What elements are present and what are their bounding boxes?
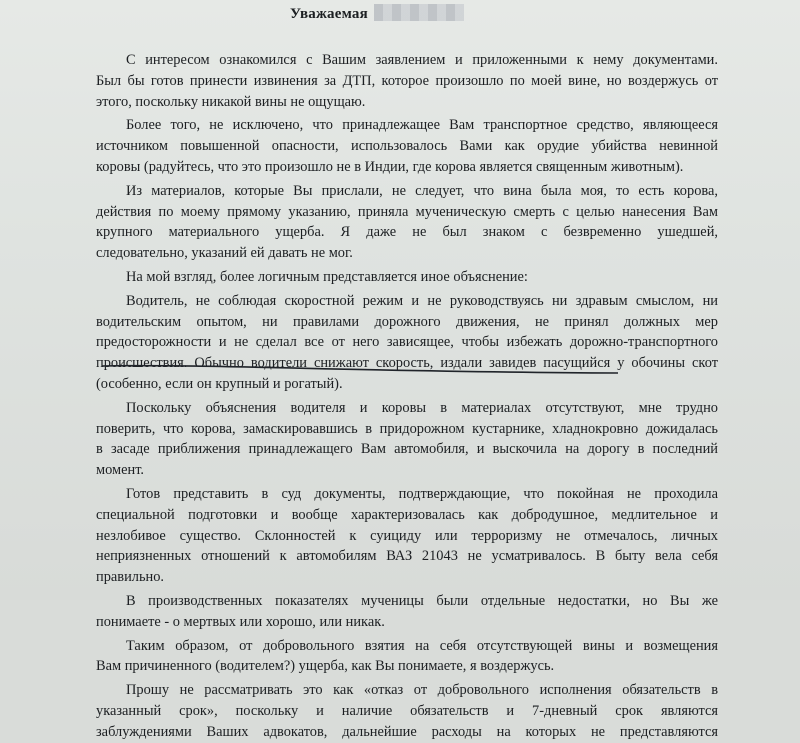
redacted-name	[374, 4, 464, 21]
text-line: следовательно, указаний ей давать не мог.	[96, 245, 353, 262]
text-line: Был бы готов принести извинения за ДТП, которое произошло по моей вине, но воздержусь от	[96, 72, 718, 89]
text-line: Поскольку объяснения водителя и коровы в материалах отсутствуют, мне трудно	[126, 399, 718, 416]
text-line: Из материалов, которые Вы прислали, не следует, что вина была моя, то есть корова,	[126, 182, 718, 199]
text-line: крупного материального ущерба. Я даже не был знаком с безвременно ушедшей,	[96, 224, 718, 241]
text-line: В производственных показателях мученицы были отдельные недостатки, но Вы же	[126, 592, 718, 609]
text-line: С интересом ознакомился с Вашим заявлением и приложенными к нему документами.	[126, 52, 718, 68]
text-line: в засаде приближения принадлежащего Вам автомобиля, и выскочила на дорогу в последний	[96, 441, 718, 458]
text-line: водительским опытом, ни правилами дорожного движения, не принял должных мер	[96, 313, 718, 330]
text-line: незлобивое существо. Склонностей к суициду или терроризму не отмечалось, личных	[96, 527, 718, 544]
text-line: правильно.	[96, 569, 165, 586]
text-line: Более того, не исключено, что принадлежащее Вам транспортное средство, являющееся	[126, 117, 718, 134]
letter-body	[96, 50, 718, 743]
text-line: действия по моему прямому указанию, приняла мученическую смерть с целью нанесения Вам	[96, 203, 718, 220]
text-line: (особенно, если он крупный и рогатый).	[96, 375, 343, 392]
salutation-text: Уважаемая	[290, 6, 368, 22]
text-line: поверить, что корова, замаскировавшись в придорожном кустарнике, хладнокровно дожидалась	[96, 420, 718, 437]
text-line: специальной подготовки и вообще характеризовалась как добродушное, медлительное и	[96, 506, 718, 523]
text-line: коровы (радуйтесь, что это произошло не в Индии, где корова является священным животным).	[96, 158, 684, 175]
text-line: происшествия. Обычно водители снижают скорость, издали завидев пасущийся у обочины скот	[96, 355, 718, 372]
text-line: понимаете - о мертвых или хорошо, или никак.	[96, 613, 385, 630]
text-line: указанный срок», поскольку и наличие обязательств и 7-дневный срок являются	[96, 702, 718, 719]
text-line: Таким образом, от добровольного взятия на себя отсутствующей вины и возмещения	[126, 637, 718, 654]
text-line: неприязненных отношений к автомобилям ВАЗ 21043 не усматривалось. В быту вела себя	[96, 548, 718, 565]
text-line: заблуждениями Ваших адвокатов, дальнейшие расходы на которых не представляются	[96, 723, 718, 740]
text-line: этого, поскольку никакой вины не ощущаю.	[96, 93, 366, 110]
text-line: На мой взгляд, более логичным представляется иное объяснение:	[126, 268, 528, 285]
text-line: Вам причиненного (водителем?) ущерба, как Вы понимаете, я воздержусь.	[96, 658, 555, 675]
text-line: Прошу не рассматривать это как «отказ от добровольного исполнения обязательств в	[126, 682, 718, 699]
text-line: Водитель, не соблюдая скоростной режим и не руководствуясь ни здравым смыслом, ни	[126, 292, 718, 309]
text-line: Готов представить в суд документы, подтверждающие, что покойная не проходила	[126, 485, 718, 502]
salutation	[290, 4, 464, 23]
text-line: предосторожности и не сделал все от него зависящее, чтобы избежать дорожно-транспортного	[96, 334, 718, 351]
text-line: момент.	[96, 462, 145, 479]
text-line: источником повышенной опасности, использовалось Вами как орудие убийства невинной	[96, 138, 718, 155]
